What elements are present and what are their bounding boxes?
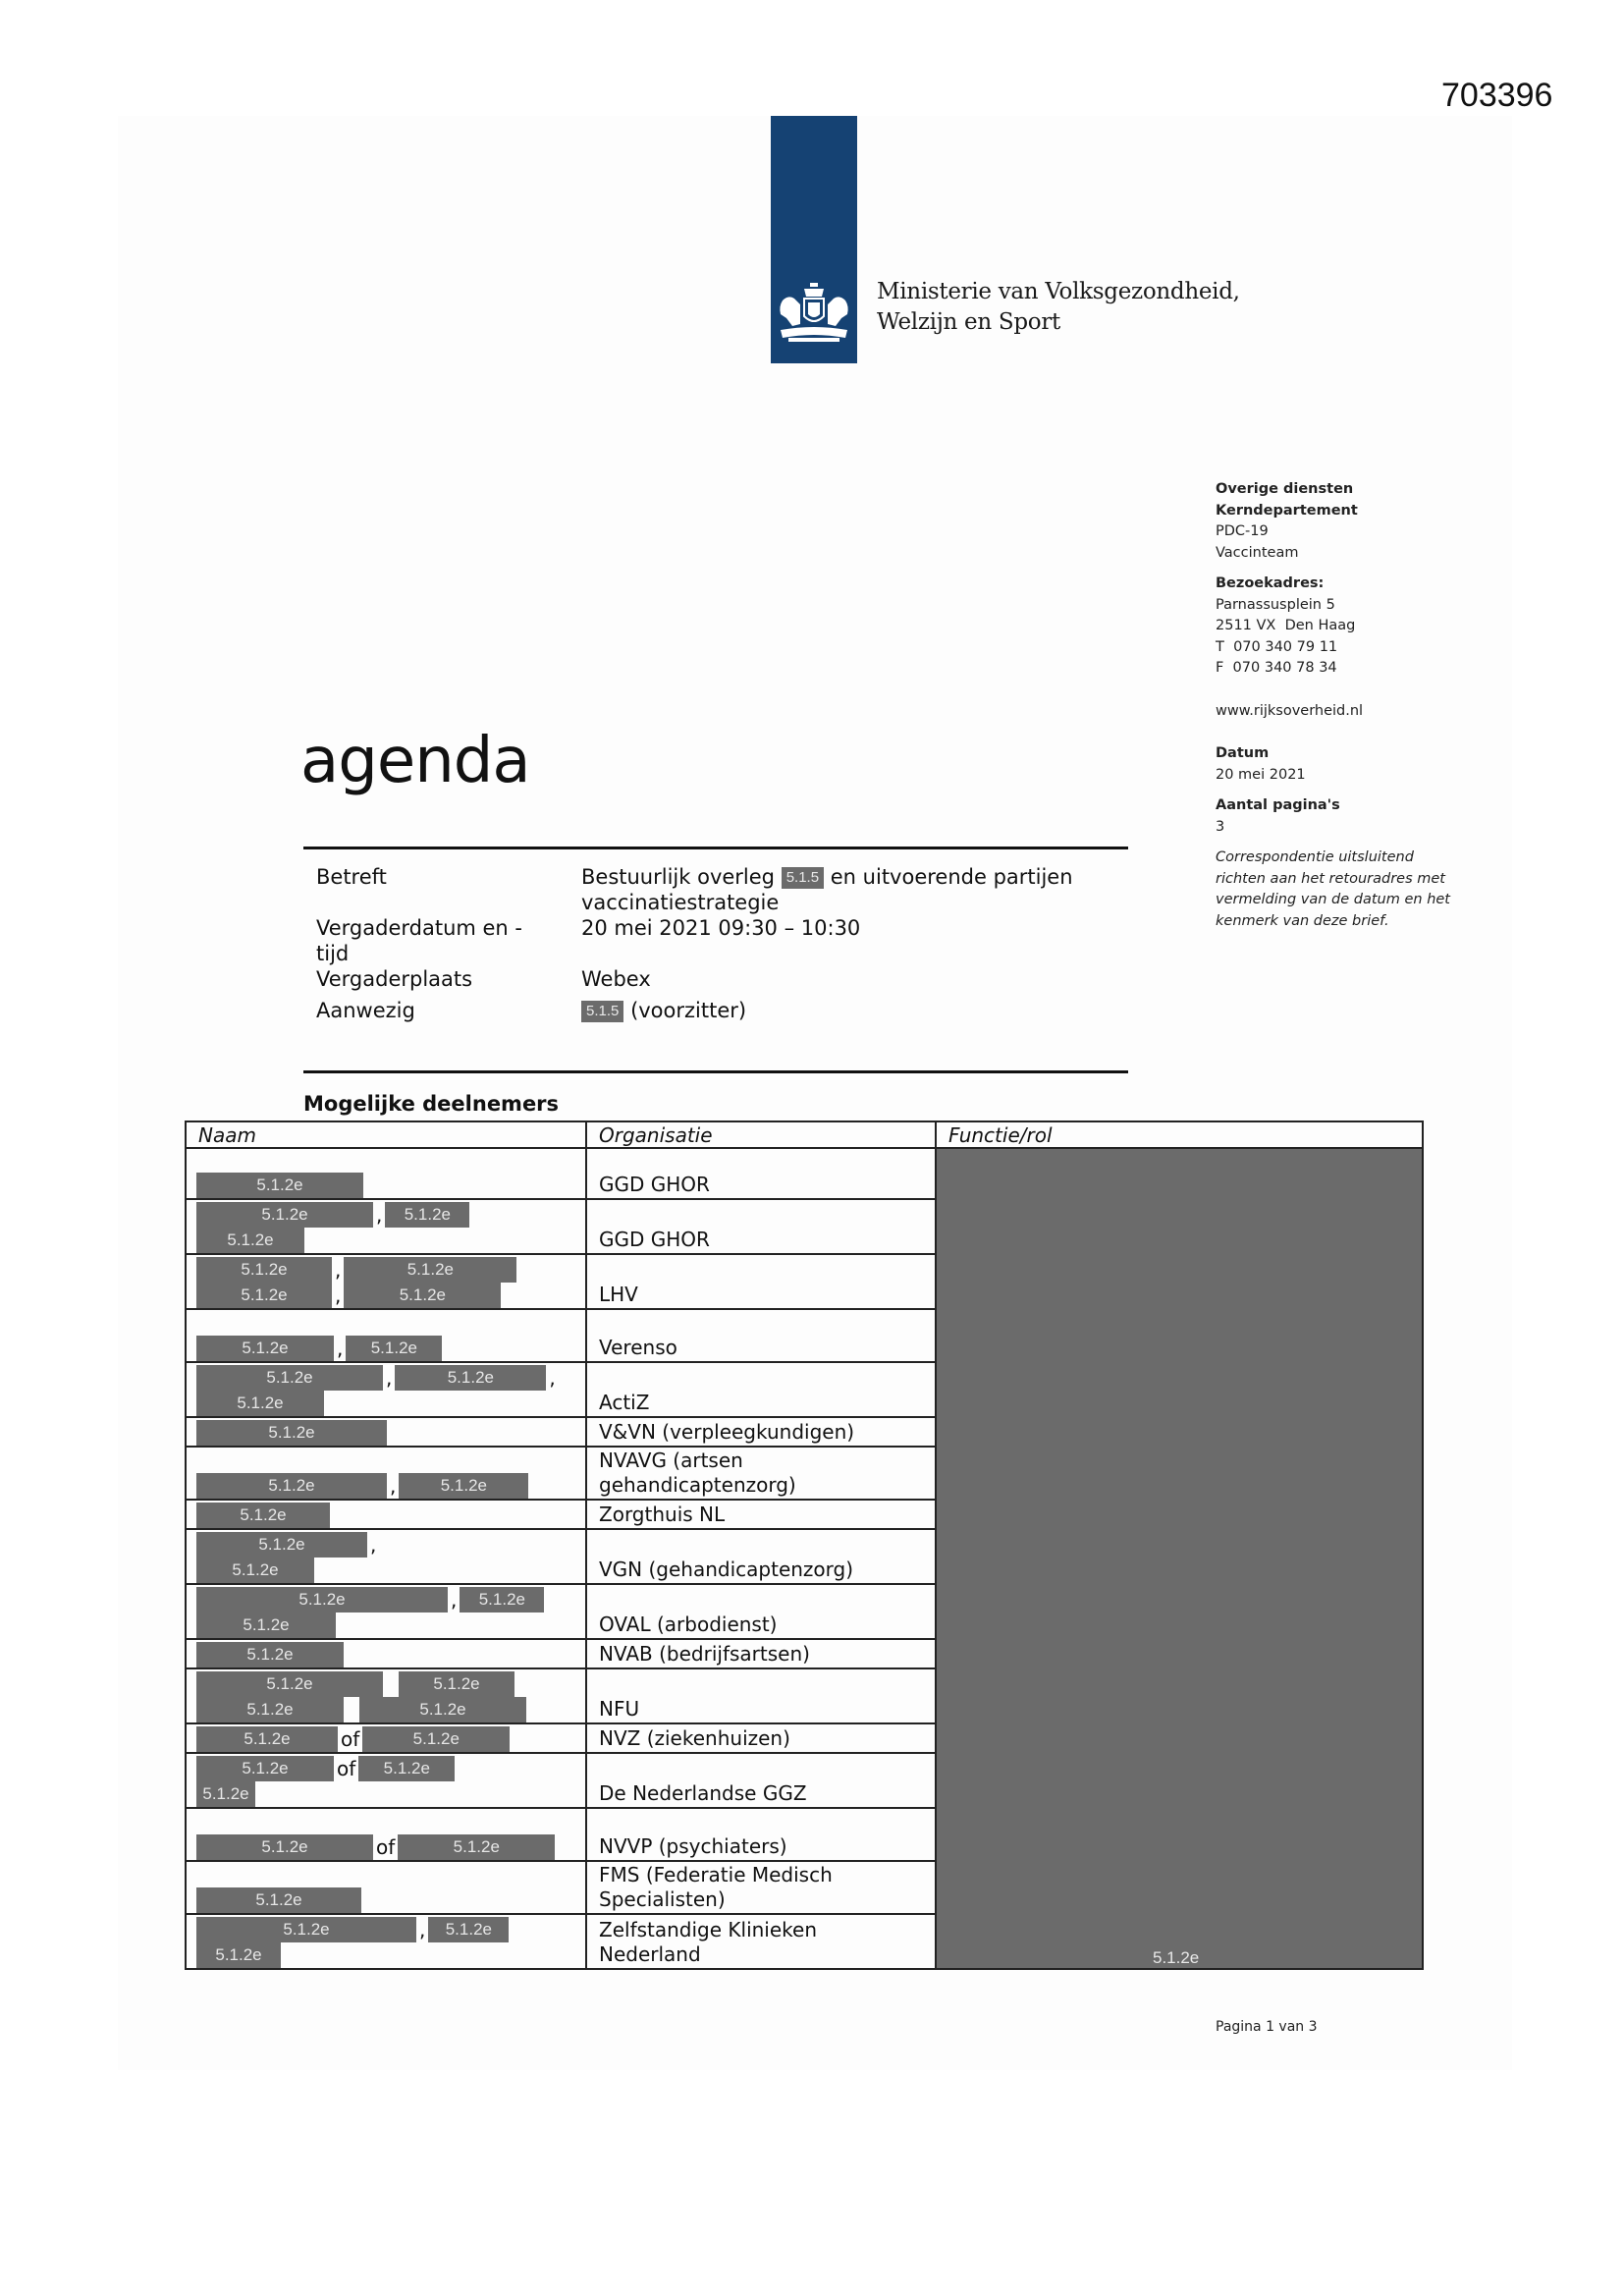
redaction-mark: 5.1.2e — [196, 1473, 387, 1499]
subject-label: Betreft — [316, 865, 387, 889]
organisatie-cell: GGD GHOR — [586, 1148, 936, 1199]
department-name: Overige diensten — [1216, 481, 1354, 497]
correspondence-note: Correspondentie uitsluitend richten aan het retouradres met vermelding van de datum en het kenmerk van deze brief. — [1216, 849, 1450, 929]
redaction-mark: 5.1.2e — [399, 1671, 514, 1697]
header-functie: Functie/rol — [936, 1121, 1423, 1148]
visit-address-label: Bezoekadres: — [1216, 575, 1325, 591]
redaction-mark: 5.1.2e — [196, 1887, 361, 1913]
redaction-mark: 5.1.2e — [398, 1834, 555, 1860]
naam-cell — [186, 1861, 586, 1914]
header-organisatie: Organisatie — [586, 1121, 936, 1148]
participants-heading: Mogelijke deelnemers — [303, 1092, 560, 1116]
subject-prefix: Bestuurlijk overleg — [581, 865, 776, 889]
subject-value — [581, 864, 1131, 915]
naam-line — [196, 1834, 579, 1860]
naam-line — [196, 1283, 579, 1308]
present-row — [316, 998, 1131, 1023]
redaction-mark: 5.1.2e — [196, 1834, 373, 1860]
organisatie-cell: NVZ (ziekenhuizen) — [586, 1723, 936, 1753]
redaction-mark: 5.1.2e — [196, 1697, 344, 1722]
redaction-mark: 5.1.2e — [196, 1420, 387, 1446]
naam-line — [196, 1671, 579, 1697]
naam-line — [196, 1473, 579, 1499]
redaction-mark: 5.1.2e — [196, 1257, 332, 1283]
redaction-mark: 5.1.2e — [196, 1503, 330, 1528]
royal-coat-of-arms-icon — [775, 281, 853, 346]
naam-line — [196, 1613, 579, 1638]
naam-line — [196, 1756, 579, 1781]
naam-line — [196, 1391, 579, 1416]
redaction-mark: 5.1.2e — [385, 1202, 469, 1228]
name-separator: , — [386, 1366, 393, 1390]
redaction-mark: 5.1.2e — [428, 1917, 509, 1942]
top-divider — [303, 847, 1128, 849]
redaction-mark: 5.1.2e — [344, 1283, 501, 1308]
fax-number: F 070 340 78 34 — [1216, 660, 1337, 676]
meeting-date-label: Vergaderdatum en - tijd — [316, 916, 522, 965]
naam-cell — [186, 1914, 586, 1969]
document-id: 703396 — [1441, 77, 1553, 114]
redaction-mark: 5.1.2e — [196, 1781, 255, 1807]
team-name: Vaccinteam — [1216, 544, 1299, 561]
naam-cell — [186, 1639, 586, 1668]
name-separator: , — [419, 1918, 426, 1941]
redaction-mark: 5.1.2e — [196, 1283, 332, 1308]
redaction-mark: 5.1.2e — [395, 1365, 546, 1391]
organisatie-cell: OVAL (arbodienst) — [586, 1584, 936, 1639]
redaction-mark: 5.1.2e — [196, 1942, 281, 1968]
naam-cell — [186, 1309, 586, 1362]
organisatie-cell: FMS (Federatie Medisch Specialisten) — [586, 1861, 936, 1914]
naam-line — [196, 1257, 579, 1283]
sender-sidebar — [1216, 479, 1490, 932]
ministry-name-line1: Ministerie van Volksgezondheid, — [877, 279, 1240, 304]
name-separator: , — [370, 1533, 377, 1557]
organisatie-cell: NFU — [586, 1668, 936, 1723]
name-separator: of — [376, 1835, 396, 1859]
redaction-mark: 5.1.2e — [196, 1587, 448, 1613]
redaction-mark: 5.1.2e — [358, 1756, 455, 1781]
naam-line — [196, 1173, 579, 1198]
organisatie-cell: V&VN (verpleegkundigen) — [586, 1417, 936, 1447]
name-separator: , — [335, 1258, 342, 1282]
meeting-place-value: Webex — [581, 967, 651, 991]
redaction-mark: 5.1.2e — [399, 1473, 528, 1499]
organisatie-cell: GGD GHOR — [586, 1199, 936, 1254]
name-separator: of — [337, 1757, 356, 1780]
website-link[interactable]: www.rijksoverheid.nl — [1216, 702, 1364, 719]
naam-line — [196, 1365, 579, 1391]
phone-number: T 070 340 79 11 — [1216, 638, 1338, 655]
name-separator: , — [376, 1203, 383, 1227]
naam-line — [196, 1697, 579, 1722]
redaction-mark: 5.1.2e — [196, 1336, 334, 1361]
redaction-mark: 5.1.2e — [196, 1613, 336, 1638]
naam-cell — [186, 1417, 586, 1447]
redaction-mark: 5.1.2e — [460, 1587, 544, 1613]
organisatie-cell: LHV — [586, 1254, 936, 1309]
address-city: 2511 VX Den Haag — [1216, 618, 1356, 633]
header-naam: Naam — [186, 1121, 586, 1148]
redaction-mark: 5.1.5 — [782, 867, 824, 889]
naam-cell — [186, 1753, 586, 1808]
naam-line — [196, 1558, 579, 1583]
department-subname: Kerndepartement — [1216, 502, 1358, 519]
naam-cell — [186, 1723, 586, 1753]
naam-line — [196, 1587, 579, 1613]
naam-line — [196, 1642, 579, 1667]
redaction-mark: 5.1.2e — [196, 1917, 416, 1942]
naam-line — [196, 1917, 579, 1942]
page-number: Pagina 1 van 3 — [1216, 2019, 1318, 2035]
redaction-mark: 5.1.2e — [196, 1391, 324, 1416]
date-label: Datum — [1216, 745, 1270, 761]
naam-cell — [186, 1529, 586, 1584]
address-street: Parnassusplein 5 — [1216, 596, 1335, 613]
participants-body — [186, 1148, 1423, 1969]
naam-line — [196, 1532, 579, 1558]
place-row — [316, 966, 1131, 992]
naam-line — [196, 1202, 579, 1228]
naam-cell — [186, 1199, 586, 1254]
naam-cell — [186, 1584, 586, 1639]
redaction-mark: 5.1.2e — [196, 1671, 383, 1697]
naam-line — [196, 1336, 579, 1361]
organisatie-cell: NVAVG (artsen gehandicaptenzorg) — [586, 1447, 936, 1500]
naam-cell — [186, 1148, 586, 1199]
meeting-details — [316, 864, 1131, 1023]
participants-table — [185, 1121, 1424, 1970]
functie-redaction: 5.1.2e — [936, 1148, 1423, 1969]
naam-line — [196, 1942, 579, 1968]
page-count-value: 3 — [1216, 818, 1225, 835]
naam-cell — [186, 1254, 586, 1309]
name-separator: , — [390, 1474, 397, 1498]
naam-line — [196, 1781, 579, 1807]
redaction-mark: 5.1.2e — [196, 1756, 334, 1781]
redaction-mark: 5.1.2e — [196, 1228, 304, 1253]
ministry-logo-bar — [771, 116, 857, 363]
organisatie-cell: Verenso — [586, 1309, 936, 1362]
name-separator: of — [341, 1727, 360, 1751]
ministry-name-line2: Welzijn en Sport — [877, 309, 1060, 335]
subject-suffix: en uitvoerende partijen vaccinatiestrategie — [581, 865, 1073, 914]
naam-line — [196, 1228, 579, 1253]
redaction-mark: 5.1.5 — [581, 1001, 623, 1022]
naam-line — [196, 1420, 579, 1446]
redaction-mark: 5.1.2e — [359, 1697, 526, 1722]
table-header-row — [186, 1121, 1423, 1148]
redaction-mark: 5.1.2e — [196, 1726, 338, 1752]
organisatie-cell: Zorgthuis NL — [586, 1500, 936, 1529]
redaction-mark: 5.1.2e — [196, 1173, 363, 1198]
organisatie-cell: NVAB (bedrijfsartsen) — [586, 1639, 936, 1668]
present-value — [581, 998, 1131, 1023]
naam-cell — [186, 1447, 586, 1500]
date-value: 20 mei 2021 — [1216, 766, 1306, 783]
meeting-place-label: Vergaderplaats — [316, 967, 473, 991]
redaction-mark: 5.1.2e — [196, 1365, 383, 1391]
present-role: (voorzitter) — [630, 999, 747, 1022]
page-count-label: Aantal pagina's — [1216, 797, 1340, 813]
bottom-divider — [303, 1070, 1128, 1073]
organisatie-cell: VGN (gehandicaptenzorg) — [586, 1529, 936, 1584]
subject-row — [316, 864, 1131, 915]
redaction-mark: 5.1.2e — [196, 1532, 367, 1558]
naam-cell — [186, 1808, 586, 1861]
name-separator: , — [549, 1366, 556, 1390]
ministry-name — [877, 277, 1240, 338]
name-separator: , — [451, 1588, 458, 1612]
unit-name: PDC-19 — [1216, 523, 1269, 539]
name-separator: , — [335, 1284, 342, 1307]
redaction-mark: 5.1.2e — [346, 1336, 442, 1361]
organisatie-cell: ActiZ — [586, 1362, 936, 1417]
naam-cell — [186, 1500, 586, 1529]
name-separator: , — [337, 1337, 344, 1360]
naam-line — [196, 1726, 579, 1752]
date-row — [316, 915, 1131, 966]
table-row — [186, 1148, 1423, 1199]
present-label: Aanwezig — [316, 999, 415, 1022]
organisatie-cell: De Nederlandse GGZ — [586, 1753, 936, 1808]
redaction-mark: 5.1.2e — [196, 1202, 373, 1228]
naam-line — [196, 1503, 579, 1528]
redaction-mark: 5.1.2e — [362, 1726, 510, 1752]
naam-line — [196, 1887, 579, 1913]
redaction-mark: 5.1.2e — [196, 1642, 344, 1667]
naam-cell — [186, 1668, 586, 1723]
naam-cell — [186, 1362, 586, 1417]
organisatie-cell: Zelfstandige Klinieken Nederland — [586, 1914, 936, 1969]
redaction-mark: 5.1.2e — [196, 1558, 314, 1583]
redaction-mark: 5.1.2e — [344, 1257, 516, 1283]
meeting-date-value: 20 mei 2021 09:30 – 10:30 — [581, 916, 861, 940]
document-title: agenda — [300, 725, 530, 797]
organisatie-cell: NVVP (psychiaters) — [586, 1808, 936, 1861]
